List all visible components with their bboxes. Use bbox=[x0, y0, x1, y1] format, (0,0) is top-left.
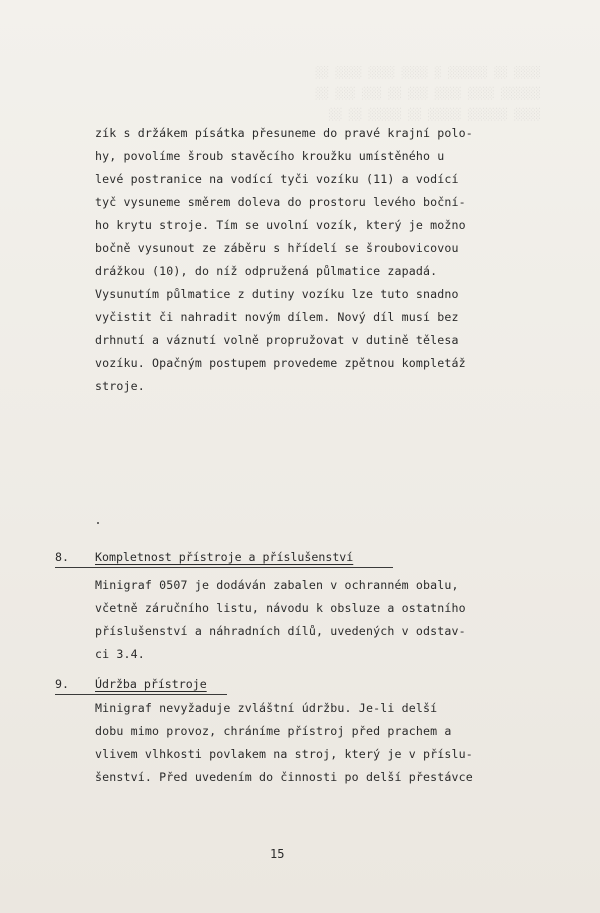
text-line: vyčistit či nahradit novým dílem. Nový díl musí bez bbox=[95, 310, 459, 324]
text-line: příslušenství a náhradních dílů, uvedených v odstav- bbox=[95, 624, 466, 638]
section-9-title: Údržba přístroje bbox=[95, 677, 207, 691]
section-8-title: Kompletnost přístroje a příslušenství bbox=[95, 550, 354, 564]
text-line: Minigraf nevyžaduje zvláštní údržbu. Je-li delší bbox=[95, 701, 438, 715]
text-line: Minigraf 0507 je dodáván zabalen v ochranném obalu, bbox=[95, 578, 459, 592]
text-line: ho krytu stroje. Tím se uvolní vozík, který je možno bbox=[95, 218, 466, 232]
text-line: dobu mimo provoz, chráníme přístroj před prachem a bbox=[95, 724, 452, 738]
section-8-underline bbox=[55, 567, 393, 568]
show-through-text: ░░░░ ░░ ░░░░░░ ░ ░░░░ ░░░░ ░░░░ ░░ ░░░░░░ ░░░░ ░░░░ ░░░ ░░ ░░░ ░░░ ░░ ░░░░ ░░░░░░ ░░░░░ ░░ ░░░░░ ░░ ░░ bbox=[314, 66, 540, 121]
text-line: ci 3.4. bbox=[95, 647, 145, 661]
text-line: včetně záručního listu, návodu k obsluze a ostatního bbox=[95, 601, 466, 615]
text-line: vlivem vlhkosti povlakem na stroj, který je v příslu- bbox=[95, 747, 473, 761]
text-line: šenství. Před uvedením do činnosti po delší přestávce bbox=[95, 770, 473, 784]
text-line: drážkou (10), do níž odpružená půlmatice zapadá. bbox=[95, 264, 438, 278]
text-line: tyč vysuneme směrem doleva do prostoru levého boční- bbox=[95, 195, 466, 209]
text-line: hy, povolíme šroub stavěcího kroužku umístěného u bbox=[95, 149, 445, 163]
text-line: vozíku. Opačným postupem provedeme zpětnou kompletáž bbox=[95, 356, 466, 370]
text-line: zík s držákem písátka přesuneme do pravé krajní polo- bbox=[95, 126, 473, 140]
section-8-number: 8. bbox=[55, 550, 69, 564]
section-9-underline bbox=[55, 694, 227, 695]
text-line: Vysunutím půlmatice z dutiny vozíku lze tuto snadno bbox=[95, 287, 459, 301]
text-line: drhnutí a váznutí volně propružovat v dutině tělesa bbox=[95, 333, 459, 347]
page-number: 15 bbox=[270, 847, 285, 861]
text-line: levé postranice na vodící tyči vozíku (11) a vodící bbox=[95, 172, 459, 186]
text-line: stroje. bbox=[95, 379, 145, 393]
text-line: bočně vysunout ze záběru s hřídelí se šroubovicovou bbox=[95, 241, 459, 255]
section-9-number: 9. bbox=[55, 677, 69, 691]
ink-speck bbox=[97, 522, 99, 524]
